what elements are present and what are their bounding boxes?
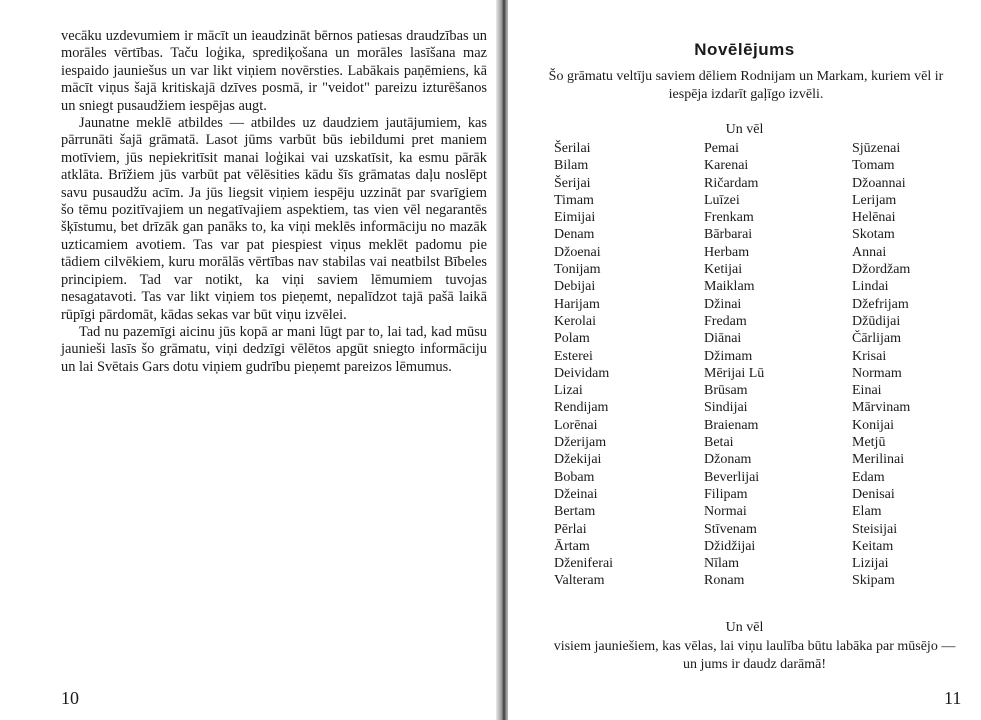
name-item: Rendijam	[554, 400, 609, 416]
name-item: Dženiferai	[554, 556, 614, 572]
name-item: Džonam	[704, 452, 752, 468]
name-item: Valteram	[554, 573, 605, 589]
name-item: Einai	[852, 383, 882, 399]
name-item: Skipam	[852, 573, 895, 589]
name-item: Tonijam	[554, 262, 601, 278]
name-item: Džinai	[704, 296, 742, 312]
name-item: Džidžijai	[704, 538, 756, 554]
name-item: Fredam	[704, 313, 747, 329]
name-item: Džūdijai	[852, 313, 901, 329]
name-item: Normai	[704, 504, 747, 520]
page-number-right: 11	[944, 688, 962, 708]
name-item: Steisijai	[852, 521, 898, 537]
name-item: Krisai	[852, 348, 887, 364]
name-item: Pērlai	[554, 521, 587, 537]
name-item: Kerolai	[554, 313, 596, 329]
name-item: Nīlam	[704, 556, 739, 572]
name-item: Karenai	[704, 158, 749, 174]
name-item: Ronam	[704, 573, 745, 589]
name-item: Beverlijai	[704, 469, 760, 485]
name-item: Lerijam	[852, 192, 897, 208]
name-item: Džoenai	[554, 244, 601, 260]
name-item: Džerijam	[554, 435, 607, 451]
name-item: Ričardam	[704, 175, 759, 191]
right-page	[508, 0, 981, 720]
name-item: Denam	[554, 227, 595, 243]
name-item: Braienam	[704, 417, 759, 433]
name-item: Polam	[554, 331, 590, 347]
name-item: Sindijai	[704, 400, 748, 416]
page-number-left: 10	[61, 688, 79, 708]
name-item: Stīvenam	[704, 521, 757, 537]
name-item: Ketijai	[704, 262, 743, 278]
closing-text: visiem jauniešiem, kas vēlas, lai viņu laulība būtu labāka par mūsējo — un jums ir daudz darāmā!	[553, 639, 956, 672]
name-item: Eimijai	[554, 210, 596, 226]
name-item: Džordžam	[852, 262, 911, 278]
name-item: Normam	[852, 365, 902, 381]
name-item: Diānai	[704, 331, 742, 347]
name-item: Tomam	[852, 158, 895, 174]
name-item: Merilinai	[852, 452, 905, 468]
name-item: Timam	[554, 192, 594, 208]
name-item: Bobam	[554, 469, 595, 485]
un-vel-heading-bottom: Un vēl	[725, 620, 764, 635]
name-item: Esterei	[554, 348, 593, 364]
name-item: Skotam	[852, 227, 895, 243]
name-item: Džeinai	[554, 486, 598, 502]
page-title: Novēlējums	[694, 40, 795, 59]
name-item: Bertam	[554, 504, 596, 520]
name-item: Helēnai	[852, 210, 896, 226]
name-item: Mērijai Lū	[704, 365, 765, 381]
name-item: Lindai	[852, 279, 889, 295]
paragraph-3: Tad nu pazemīgi aicinu jūs kopā ar mani lūgt par to, lai tad, kad mūsu jaunieši lasīs šo grāmatu, viņi dedzīgi vēlētos apgūt sniegto informāciju un lai Svētais Gars dotu viņiem gudrību pieņemt pareizos lēmumus.	[61, 323, 487, 375]
paragraph-2: Jaunatne meklē atbildes — atbildes uz daudziem jautājumiem, kas pārrunāti šajā grāmatā. Lasot jūms varbūt būs iebildumi pret maniem motīviem, jūs nepiekritīsit manai loģikai vai uzskatīsit, ka esmu pārāk atklāta. Brīžiem jūs varbūt pat vēlēsities kādu šīs grāmatas daļu noslēpt savu pusaudžu acīm. Ja jūs liegsit viņiem iespēju uzzināt par svarīgiem šo tēmu pozitīvajiem un negatīvajiem aspektiem, tas vien vēl negarantēs šķīstumu, bet drīzāk gan panāks to, ka viņi meklēs informāciju no mazāk uzticamiem avotiem. Tas var pat piespiest viņus meklēt padomu pie tādiem cilvēkiem, kuru morālās vērtības nav stabilas vai neatbilst Bībeles principiem. Tad var notikt, ka viņi saviem lēmumiem tuvojas nesagatavoti. Tas var likt viņiem tos pieņemt, nepalīdzot tajā pašā laikā rūpīgi pārdomāt, kādas sekas var būt viņu izvēlei.	[61, 115, 487, 323]
name-item: Maiklam	[704, 279, 755, 295]
name-item: Herbam	[704, 244, 750, 260]
name-item: Denisai	[852, 486, 895, 502]
names-column-3	[852, 140, 910, 590]
name-item: Lizijai	[852, 556, 889, 572]
names-column-2	[704, 140, 764, 590]
name-item: Džimam	[704, 348, 753, 364]
name-item: Sjūzenai	[852, 141, 901, 156]
name-item: Lizai	[554, 383, 583, 399]
name-item: Bārbarai	[704, 227, 753, 243]
name-item: Deividam	[554, 365, 610, 381]
name-item: Džefrijam	[852, 296, 909, 312]
name-item: Luīzei	[704, 192, 740, 208]
name-item: Ārtam	[554, 538, 590, 554]
name-item: Debijai	[554, 279, 596, 295]
name-item: Lorēnai	[554, 417, 598, 433]
name-item: Annai	[852, 244, 887, 260]
dedication-text: Šo grāmatu veltīju saviem dēliem Rodnijam un Markam, kuriem vēl ir iespēja izdarīt gaļīgo izvēli.	[548, 69, 944, 102]
name-item: Betai	[704, 435, 734, 451]
name-item: Pemai	[704, 141, 739, 156]
name-item: Džekijai	[554, 452, 602, 468]
paragraph-1: vecāku uzdevumiem ir mācīt un ieaudzināt bērnos patiesas draudzības un morāles vērtības. Taču loģika, sprediķošana un morāles lasīšana maz iespaido jauniešus un var likt viņiem novērsties. Labākais paņēmiens, kā mācīt viņus šajā kritiskajā dzīves posmā, ir "veidot" pareizu izturēšanos un sniegt pusaudžiem iespējas augt.	[61, 28, 487, 114]
name-item: Šerijai	[554, 175, 591, 191]
names-column-1	[554, 140, 613, 590]
name-item: Filipam	[704, 486, 748, 502]
name-item: Elam	[852, 504, 882, 520]
name-item: Brūsam	[704, 383, 748, 399]
name-item: Džoannai	[852, 175, 906, 191]
name-item: Konijai	[852, 417, 894, 433]
left-body-text	[61, 28, 487, 376]
name-item: Frenkam	[704, 210, 754, 226]
name-item: Edam	[852, 469, 885, 485]
name-item: Šerilai	[554, 141, 591, 156]
name-item: Bilam	[554, 158, 589, 174]
name-item: Harijam	[554, 296, 600, 312]
name-item: Čārlijam	[852, 331, 901, 347]
name-item: Mārvinam	[852, 400, 911, 416]
name-item: Metjū	[852, 435, 886, 451]
name-item: Keitam	[852, 538, 894, 554]
un-vel-heading-top: Un vēl	[725, 122, 764, 137]
